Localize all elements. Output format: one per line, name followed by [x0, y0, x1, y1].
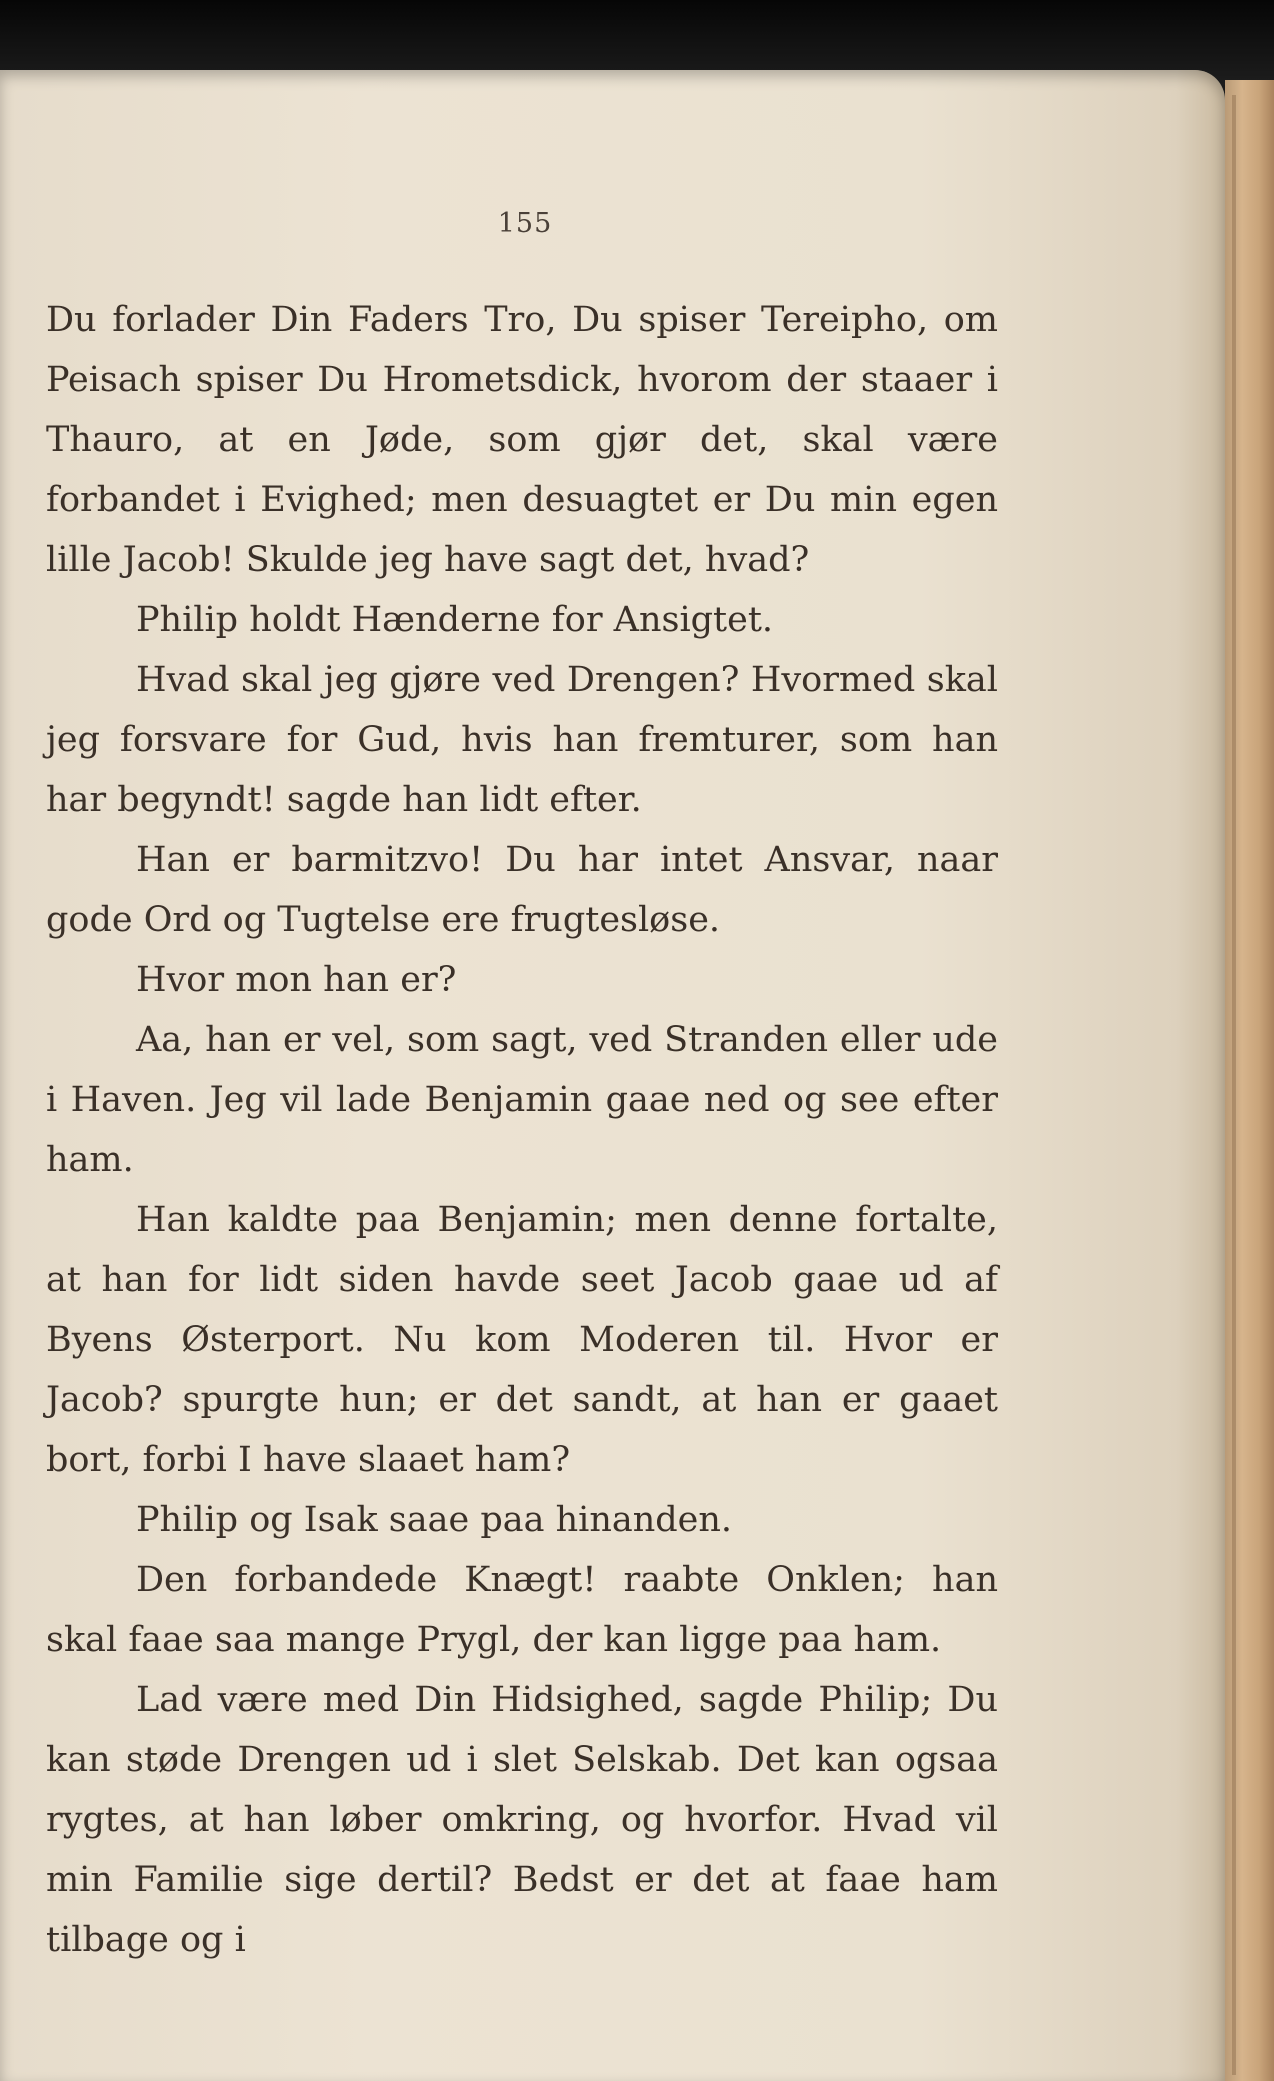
paragraph: Aa, han er vel, som sagt, ved Stranden eller ude i Haven. Jeg vil lade Benjamin gaae ned og see efter ham. — [46, 1020, 998, 1180]
paragraph: Lad være med Din Hidsighed, sagde Philip; Du kan støde Drengen ud i slet Selskab. Det kan ogsaa rygtes, at han løber omkring, og hvorfor. Hvad vil min Familie sige dertil? Bedst er det at faae ham tilbage og i — [46, 1680, 998, 1960]
paragraph: Philip og Isak saae paa hinanden. — [136, 1500, 733, 1540]
paragraph: Philip holdt Hænderne for Ansigtet. — [136, 600, 774, 640]
paragraph: Han er barmitzvo! Du har intet Ansvar, naar gode Ord og Tugtelse ere frugtesløse. — [46, 840, 998, 940]
paragraph: Hvor mon han er? — [136, 960, 457, 1000]
paragraph: Den forbandede Knægt! raabte Onklen; han skal faae saa mange Prygl, der kan ligge paa ham. — [46, 1560, 998, 1660]
paragraph: Hvad skal jeg gjøre ved Drengen? Hvormed skal jeg forsvare for Gud, hvis han fremturer, som han har begyndt! sagde han lidt efter. — [46, 660, 998, 820]
paragraph: Du forlader Din Faders Tro, Du spiser Tereipho, om Peisach spiser Du Hrometsdick, hvorom der staaer i Thauro, at en Jøde, som gjør det, skal være forbandet i Evighed; men desuagtet er Du min egen lille Jacob! Skulde jeg have sagt det, hvad? — [46, 300, 998, 580]
page-number: 155 — [497, 208, 553, 239]
page-edge-shadow — [1232, 95, 1236, 2075]
paragraph: Han kaldte paa Benjamin; men denne fortalte, at han for lidt siden havde seet Jacob gaae ud af Byens Østerport. Nu kom Moderen til. Hvor er Jacob? spurgte hun; er det sandt, at han er gaaet bort, forbi I have slaaet ham? — [46, 1200, 998, 1480]
body-text — [46, 290, 998, 1970]
